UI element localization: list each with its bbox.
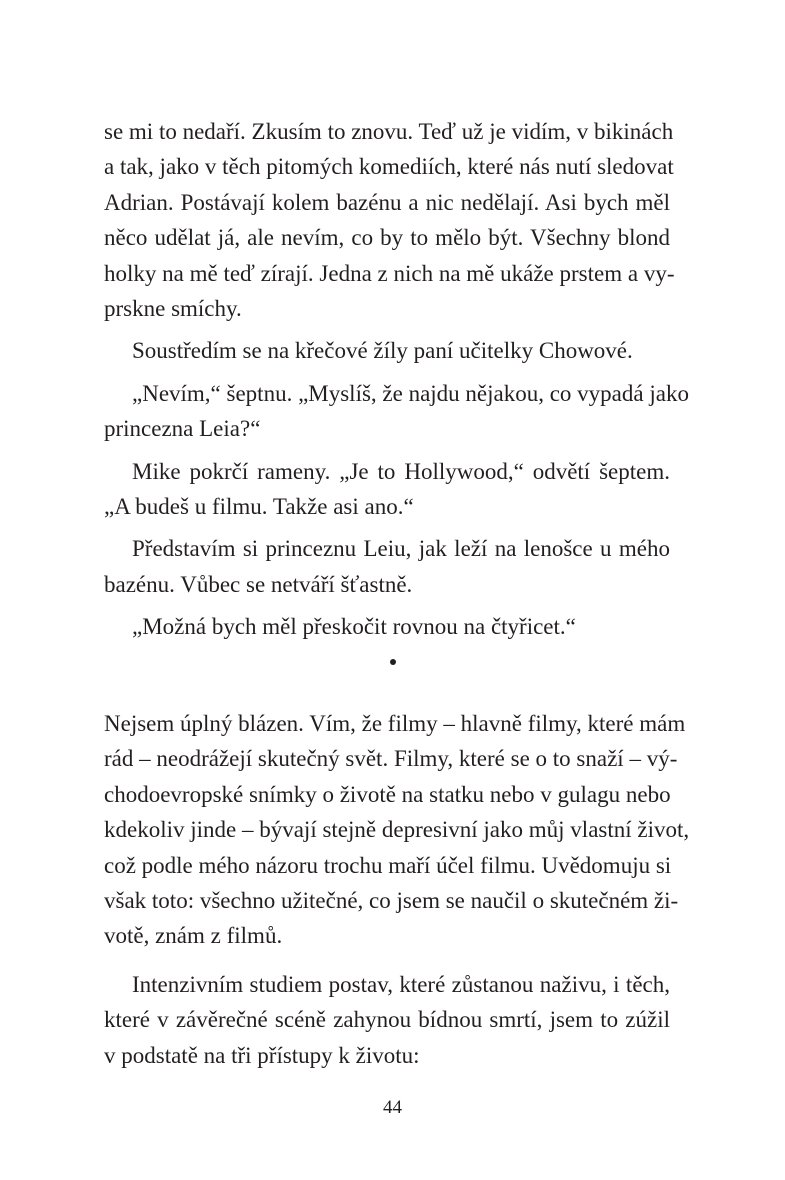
text-line: Soustředím se na křečové žíly paní učitelky Chowové. [132,338,633,364]
text-line: Mike pokrčí rameny. „Je to Hollywood,“ odvětí šeptem. [132,458,670,484]
text-line: votě, znám z filmů. [104,923,283,949]
text-line: princezna Leia?“ [104,416,261,442]
text-line: které v závěrečné scéně zahynou bídnou smrtí, jsem to zúžil [104,1007,670,1033]
paragraph [104,531,670,602]
text-line: kdekoliv jinde – bývají stejně depresivní jako můj vlastní život, [104,817,690,843]
text-line: „A budeš u filmu. Takže asi ano.“ [104,493,414,519]
text-line: „Možná bych měl přeskočit rovnou na čtyřicet.“ [132,614,576,640]
section-break-dot [0,646,785,670]
text-line: Představím si princeznu Leiu, jak leží na lenošce u mého [132,536,670,562]
text-line: „Nevím,“ šeptnu. „Myslíš, že najdu nějakou, co vypadá jako [132,380,689,406]
text-line: a tak, jako v těch pitomých komediích, které nás nutí sledovat [104,154,674,180]
text-line: něco udělat já, ale nevím, co by to mělo být. Všechny blond [104,225,670,251]
paragraph [104,454,670,525]
page-number: 44 [383,1097,402,1118]
paragraph [104,333,670,368]
text-line: rád – neodrážejí skutečný svět. Filmy, které se o to snaží – vý- [104,746,678,772]
text-line: však toto: všechno užitečné, co jsem se naučil o skutečném ži- [104,887,679,913]
text-line: bazénu. Vůbec se netváří šťastně. [104,571,413,597]
text-line: chodoevropské snímky o životě na statku nebo v gulagu nebo [104,781,671,807]
text-line: holky na mě teď zírají. Jedna z nich na mě ukáže prstem a vy- [104,260,675,286]
text-line: v podstatě na tři přístupy k životu: [104,1042,420,1068]
paragraph [104,706,690,954]
text-section-2 [104,706,690,1073]
paragraph [104,114,675,326]
text-section-1 [104,114,689,644]
text-line: což podle mého názoru trochu maří účel filmu. Uvědomuju si [104,852,672,878]
paragraph [104,376,689,447]
paragraph [104,967,670,1073]
text-line: se mi to nedaří. Zkusím to znovu. Teď už je vidím, v bikinách [104,119,674,144]
paragraph [104,609,670,644]
text-line: Nejsem úplný blázen. Vím, že filmy – hlavně filmy, které mám [104,711,686,736]
text-line: Adrian. Postávají kolem bazénu a nic nedělají. Asi bych měl [104,189,670,215]
text-line: prskne smíchy. [104,295,242,321]
text-line: Intenzivním studiem postav, které zůstanou naživu, i těch, [132,971,670,997]
